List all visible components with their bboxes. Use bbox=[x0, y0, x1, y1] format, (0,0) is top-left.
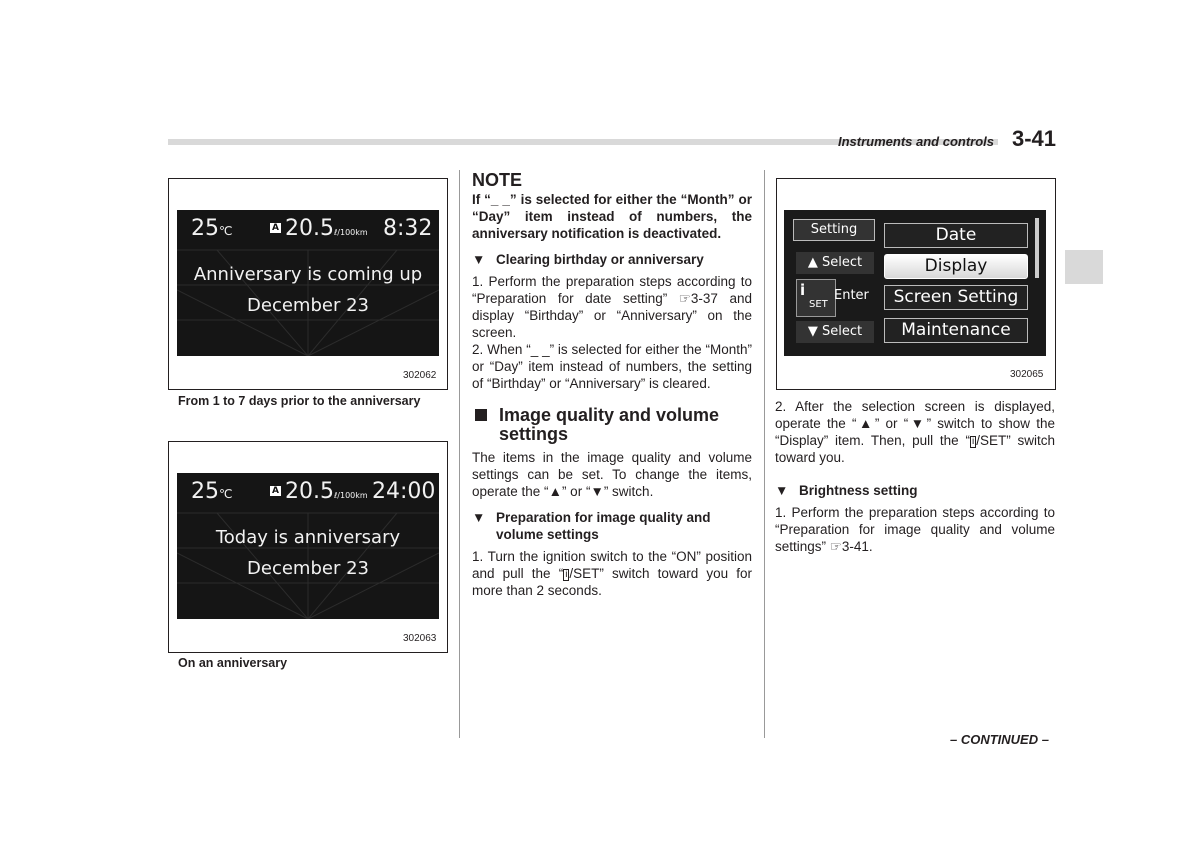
chapter-tab bbox=[1065, 250, 1103, 284]
temperature: 25℃ bbox=[191, 479, 233, 504]
figure-number: 302062 bbox=[403, 370, 437, 381]
enter-label: Enter bbox=[834, 288, 869, 303]
column-divider bbox=[764, 170, 765, 738]
message-line-2: December 23 bbox=[247, 558, 369, 579]
right-column bbox=[775, 398, 1055, 555]
select-down-button: ▼ Select bbox=[796, 321, 874, 343]
clock: 8:32 bbox=[383, 216, 433, 241]
display-screen bbox=[177, 210, 439, 356]
auto-icon: A bbox=[272, 486, 279, 496]
down-triangle-icon: ▼ bbox=[775, 483, 789, 498]
message-line-1: Anniversary is coming up bbox=[193, 264, 423, 285]
continued-label: – CONTINUED – bbox=[950, 732, 1049, 747]
setting-menu-screen bbox=[784, 210, 1046, 356]
paragraph: The items in the image quality and volume settings can be set. To change the items, operate the “▲” or “▼” switch. bbox=[472, 450, 752, 499]
figure-anniversary-today bbox=[168, 441, 448, 653]
subheading: ▼ Clearing birthday or anniversary bbox=[472, 252, 704, 267]
down-triangle-icon: ▼ bbox=[472, 252, 486, 267]
section-heading: Image quality and volume settings bbox=[472, 406, 752, 444]
down-triangle-icon: ▼ bbox=[472, 510, 486, 525]
column-divider bbox=[459, 170, 460, 738]
temperature: 25℃ bbox=[191, 216, 233, 241]
subheading: ▼ Brightness setting bbox=[775, 483, 918, 498]
note-text: If “_ _” is selected for either the “Month” or “Day” item instead of numbers, the anniversary notification is deactivated. bbox=[472, 192, 752, 241]
down-triangle-icon: ▼ bbox=[908, 416, 927, 431]
menu-item-screen-setting[interactable]: Screen Setting bbox=[884, 285, 1028, 310]
display-screen bbox=[177, 473, 439, 619]
setting-label: Setting bbox=[793, 219, 875, 241]
clock: 24:00 bbox=[372, 479, 436, 504]
figure-number: 302063 bbox=[403, 633, 437, 644]
info-set-icon: i SET bbox=[796, 279, 836, 317]
paragraph: 2. When “_ _” is selected for either the “Month” or “Day” item instead of numbers, the setting of “Birthday” or “Anniversary” is cleared. bbox=[472, 342, 752, 391]
section-title: Instruments and controls bbox=[838, 134, 995, 149]
figure-caption: From 1 to 7 days prior to the anniversary bbox=[178, 394, 421, 408]
paragraph: 2. After the selection screen is displayed, operate the “▲” or “▼” switch to show the “Display” item. Then, pull the “ i /SET” switch toward you. bbox=[775, 399, 1055, 465]
paragraph: 1. Perform the preparation steps according to “Preparation for image quality and volume settings” ☞3-41. bbox=[775, 505, 1055, 554]
menu-item-maintenance[interactable]: Maintenance bbox=[884, 318, 1028, 343]
figure-number: 302065 bbox=[1010, 369, 1044, 380]
figure-anniversary-coming bbox=[168, 178, 448, 390]
info-icon: i bbox=[565, 569, 568, 580]
note-heading: NOTE bbox=[472, 170, 523, 190]
message-line-2: December 23 bbox=[247, 295, 369, 316]
scrollbar bbox=[1035, 218, 1039, 278]
menu-item-date[interactable]: Date bbox=[884, 223, 1028, 248]
up-triangle-icon: ▲ bbox=[856, 416, 875, 431]
figure-caption: On an anniversary bbox=[178, 656, 288, 670]
auto-icon: A bbox=[272, 223, 279, 233]
info-icon: i bbox=[971, 436, 975, 447]
down-triangle-icon: ▼ bbox=[590, 484, 604, 499]
paragraph: 1. Perform the preparation steps according to “Preparation for date setting” ☞3-37 and display “Birthday” or “Anniversary” on the screen. bbox=[472, 274, 752, 340]
select-up-button: ▲ Select bbox=[796, 252, 874, 274]
fuel-consumption: 20.5ℓ/100km bbox=[285, 479, 368, 504]
subheading: ▼ Preparation for image quality and volume settings bbox=[472, 510, 711, 542]
menu-item-display[interactable]: Display bbox=[884, 254, 1028, 279]
paragraph: 1. Turn the ignition switch to the “ON” position and pull the “ i /SET” switch toward you for more than 2 seconds. bbox=[472, 549, 752, 598]
middle-column bbox=[472, 172, 752, 599]
fuel-consumption: 20.5ℓ/100km bbox=[285, 216, 368, 241]
message-line-1: Today is anniversary bbox=[215, 527, 401, 548]
up-triangle-icon: ▲ bbox=[548, 484, 562, 499]
square-bullet-icon bbox=[475, 409, 487, 421]
page-number: 3-41 bbox=[1012, 126, 1057, 151]
